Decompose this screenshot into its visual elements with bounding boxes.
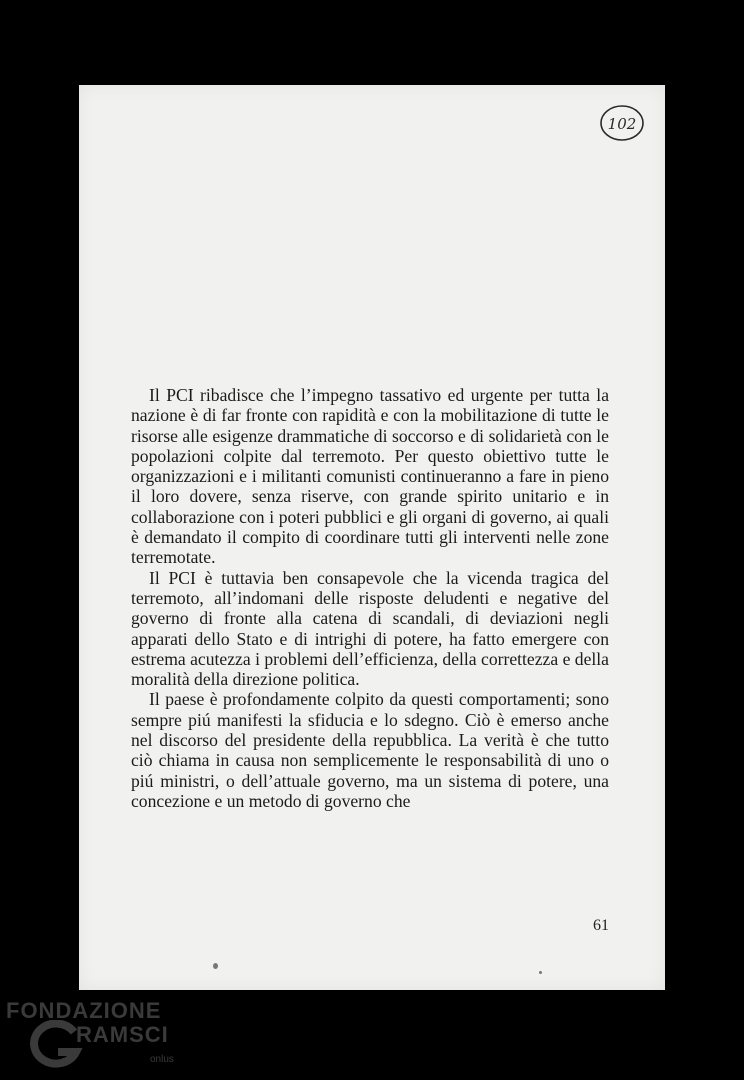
logo-line-3: onlus [150, 1054, 174, 1065]
archive-number-text: 102 [607, 115, 637, 133]
fondazione-gramsci-logo [6, 998, 186, 1078]
scan-speck [213, 963, 218, 969]
paragraph-2: Il PCI è tuttavia ben consapevole che la vicenda tragica del terremoto, all’indomani delle risposte deludenti e negative del governo di fronte alla catena di scandali, di deviazioni negli apparati dello Stato e di intrighi di potere, ha fatto emergere con estrema acutezza i problemi dell’efficienza, della correttezza e della moralità della direzione politica. [131, 567, 609, 690]
page-number: 61 [593, 917, 609, 934]
body-text [131, 385, 609, 811]
scan-speck [539, 971, 542, 974]
handwritten-archive-number [599, 103, 645, 143]
logo-line-1: FONDAZIONE [6, 998, 162, 1023]
archive-number-circle [599, 103, 645, 143]
document-page [79, 85, 665, 990]
logo-line-2: RAMSCI [76, 1022, 169, 1047]
paragraph-1: Il PCI ribadisce che l’impegno tassativo ed urgente per tutta la nazione è di far fronte con rapidità e con la mobilitazione di tutte le risorse alle esigenze drammatiche di soccorso e di solidarietà con le popolazioni colpite dal terremoto. Per questo obiettivo tutte le organizzazioni e i militanti comunisti continueranno a fare in pieno il loro dovere, senza riserve, con grande spirito unitario e in collaborazione con i poteri pubblici e gli organi di governo, ai quali è demandato il compito di coordinare tutti gli interventi nelle zone terremotate. [131, 385, 609, 568]
paragraph-3: Il paese è profondamente colpito da questi comportamenti; sono sempre piú manifesti la sfiducia e lo sdegno. Ciò è emerso anche nel discorso del presidente della repubblica. La verità è che tutto ciò chiama in causa non semplicemente le responsabilità di uno o piú ministri, o dell’attuale governo, ma un sistema di potere, una concezione e un metodo di governo che [131, 689, 609, 811]
